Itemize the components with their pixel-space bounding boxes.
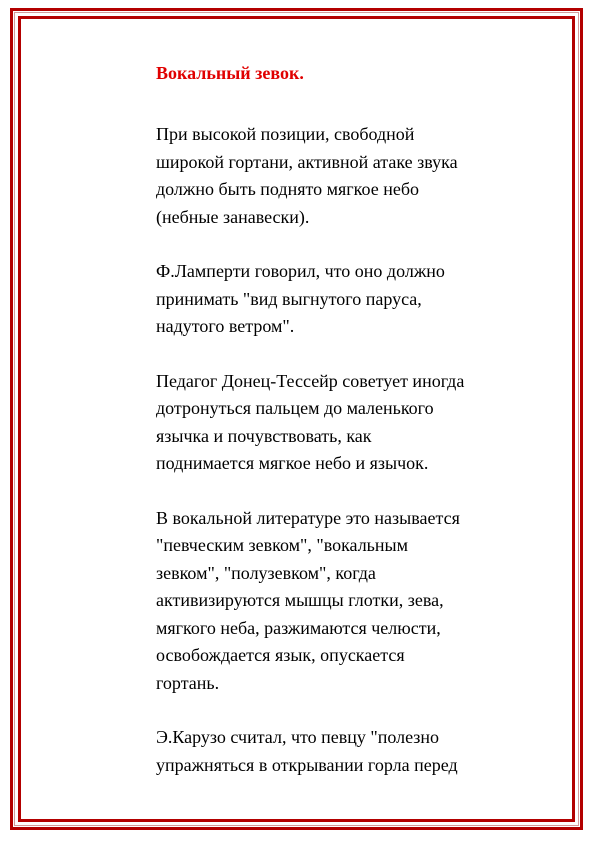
paragraph-line: В вокальной литературе это называется (156, 507, 460, 528)
paragraph-line: язычка и почувствовать, как (156, 425, 372, 446)
paragraph-line: зевком", "полузевком", когда (156, 562, 376, 583)
paragraph-line: мягкого неба, разжимаются челюсти, (156, 617, 441, 638)
paragraph-line: освобождается язык, опускается (156, 645, 405, 665)
paragraph-line: дотронуться пальцем до маленького (156, 398, 434, 418)
paragraph-line: принимать "вид выгнутого паруса, (156, 288, 422, 309)
paragraph-line: гортань. (156, 672, 220, 693)
paragraph-line: "певческим зевком", "вокальным (156, 535, 409, 555)
paragraph-line: При высокой позиции, свободной (156, 124, 415, 144)
paragraph-line: широкой гортани, активной атаке звука (156, 151, 458, 172)
paragraph-line: надутого ветром". (156, 316, 295, 336)
paragraph-1 (156, 121, 516, 231)
paragraph-5 (156, 724, 516, 779)
paragraph-3 (156, 368, 516, 478)
paragraph-line: Э.Карузо считал, что певцу "полезно (156, 727, 440, 747)
paragraph-line: (небные занавески). (156, 206, 310, 227)
paragraph-line: должно быть поднято мягкое небо (156, 179, 419, 199)
paragraph-line: поднимается мягкое небо и язычок. (156, 453, 429, 473)
paragraph-line: Ф.Ламперти говорил, что оно должно (156, 261, 445, 281)
paragraph-line: упражняться в открывании горла перед (156, 754, 458, 775)
document-body (156, 62, 516, 806)
paragraph-4 (156, 505, 516, 698)
document-title: Вокальный зевок. (156, 63, 304, 83)
paragraph-line: активизируются мышцы глотки, зева, (156, 590, 444, 610)
paragraph-2 (156, 258, 516, 341)
paragraph-line: Педагог Донец-Тессейр советует иногда (156, 370, 465, 391)
